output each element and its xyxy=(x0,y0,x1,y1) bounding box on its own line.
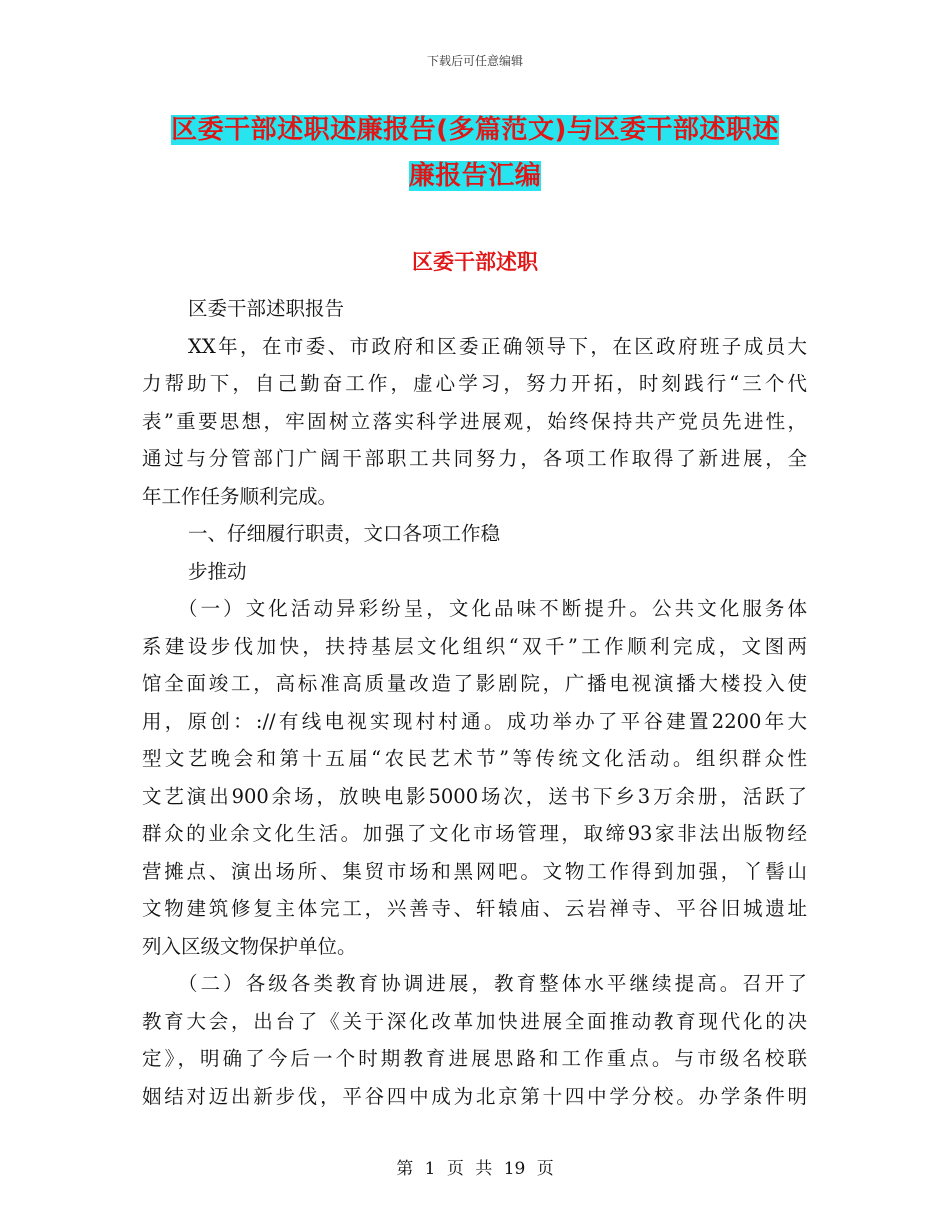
document-title-line-1 xyxy=(140,104,810,156)
body-line: 用，原创：://有线电视实现村村通。成功举办了平谷建置2200年大 xyxy=(142,709,807,733)
body-line: （一）文化活动异彩纷呈，文化品味不断提升。公共文化服务体 xyxy=(178,597,807,620)
body-line: 教育大会，出台了《关于深化改革加快进展全面推动教育现代化的决 xyxy=(142,1009,807,1033)
body-line: 步推动 xyxy=(188,559,247,583)
body-line: 型文艺晚会和第十五届“农民艺术节”等传统文化活动。组织群众性 xyxy=(142,747,807,770)
body-line: 文艺演出900余场，放映电影5000场次，送书下乡3万余册，活跃了 xyxy=(142,784,807,808)
body-line: 姻结对迈出新步伐，平谷四中成为北京第十四中学分校。办学条件明 xyxy=(142,1084,807,1108)
body-line: （二）各级各类教育协调进展，教育整体水平继续提高。召开了 xyxy=(178,972,807,995)
body-line: 区委干部述职报告 xyxy=(188,297,345,320)
body-line: 年工作任务顺利完成。 xyxy=(142,484,338,508)
page-footer: 第 1 页 共 19 页 xyxy=(396,1159,554,1179)
body-line: 系建设步伐加快，扶持基层文化组织“双千”工作顺利完成，文图两 xyxy=(142,634,807,658)
body-line: 营摊点、演出场所、集贸市场和黑网吧。文物工作得到加强，丫髻山 xyxy=(142,859,807,883)
body-line: XX年，在市委、市政府和区委正确领导下，在区政府班子成员大 xyxy=(188,334,807,358)
body-line: 力帮助下，自己勤奋工作，虚心学习，努力开拓，时刻践行“三个代 xyxy=(142,372,807,395)
body-line: 列入区级文物保护单位。 xyxy=(142,934,357,958)
title-highlight: 区委干部述职述廉报告(多篇范文)与区委干部述职述 xyxy=(171,115,779,145)
document-body xyxy=(142,290,807,1115)
body-line: 群众的业余文化生活。加强了文化市场管理，取缔93家非法出版物经 xyxy=(142,822,807,845)
title-highlight: 廉报告汇编 xyxy=(408,161,542,191)
body-line: 表”重要思想，牢固树立落实科学进展观，始终保持共产党员先进性， xyxy=(142,409,807,433)
body-line: 定》，明确了今后一个时期教育进展思路和工作重点。与市级名校联 xyxy=(142,1047,807,1070)
document-title-line-2 xyxy=(140,150,810,202)
body-line: 文物建筑修复主体完工，兴善寺、轩辕庙、云岩禅寺、平谷旧城遗址 xyxy=(142,897,807,920)
body-line: 馆全面竣工，高标准高质量改造了影剧院，广播电视演播大楼投入使 xyxy=(142,672,807,695)
header-note: 下载后可任意编辑 xyxy=(426,54,523,68)
section-heading: 区委干部述职 xyxy=(412,250,538,274)
body-line: 一、仔细履行职责，文口各项工作稳 xyxy=(188,522,501,545)
body-line: 通过与分管部门广阔干部职工共同努力，各项工作取得了新进展，全 xyxy=(142,447,807,470)
